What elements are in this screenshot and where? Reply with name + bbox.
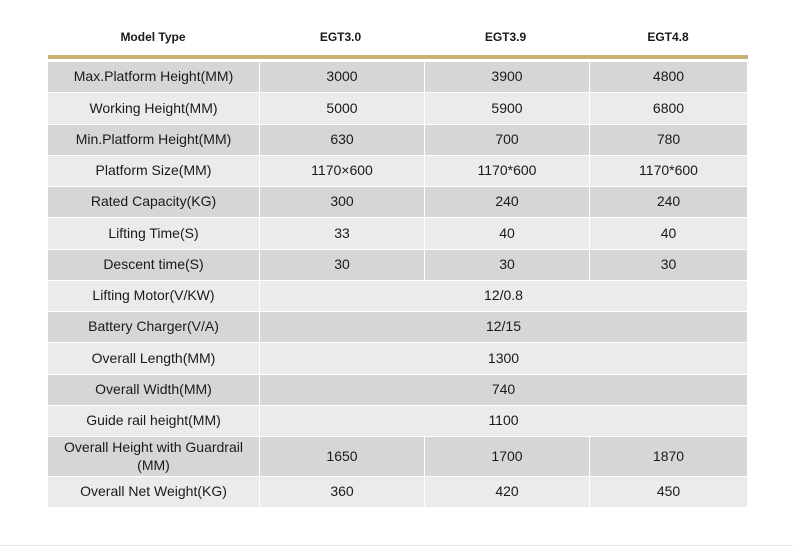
value-egt39: 240	[425, 187, 590, 218]
row-label: Rated Capacity(KG)	[48, 187, 260, 218]
value-egt39: 3900	[425, 62, 590, 93]
row-label: Guide rail height(MM)	[48, 406, 260, 437]
value-egt48: 1170*600	[590, 156, 748, 187]
table-row	[48, 343, 748, 374]
row-label: Overall Width(MM)	[48, 375, 260, 406]
table-row	[48, 125, 748, 156]
value-egt30: 300	[260, 187, 425, 218]
row-label: Overall Height with Guardrail (MM)	[48, 437, 260, 477]
value-egt48: 780	[590, 125, 748, 156]
header-egt39: EGT3.9	[484, 30, 527, 44]
value-shared: 12/0.8	[260, 281, 748, 312]
spec-sheet	[48, 20, 748, 508]
value-egt39: 40	[425, 218, 590, 249]
table-row	[48, 406, 748, 437]
row-label: Overall Length(MM)	[48, 343, 260, 374]
value-egt48: 30	[590, 250, 748, 281]
table-row	[48, 156, 748, 187]
table-row	[48, 437, 748, 477]
table-row	[48, 218, 748, 249]
value-egt48: 450	[590, 477, 748, 508]
value-egt30: 360	[260, 477, 425, 508]
table-row	[48, 93, 748, 124]
value-egt30: 30	[260, 250, 425, 281]
header-egt48: EGT4.8	[647, 30, 689, 44]
value-egt30: 33	[260, 218, 425, 249]
value-egt39: 700	[425, 125, 590, 156]
row-label: Working Height(MM)	[48, 93, 260, 124]
row-label: Lifting Time(S)	[48, 218, 260, 249]
value-shared: 740	[260, 375, 748, 406]
row-label: Overall Net Weight(KG)	[48, 477, 260, 508]
value-egt39: 420	[425, 477, 590, 508]
table-row	[48, 187, 748, 218]
value-shared: 12/15	[260, 312, 748, 343]
page-bottom-divider	[0, 545, 793, 546]
value-egt30: 3000	[260, 62, 425, 93]
row-label: Lifting Motor(V/KW)	[48, 281, 260, 312]
value-egt39: 1170*600	[425, 156, 590, 187]
header-model-type: Model Type	[120, 30, 186, 44]
value-egt39: 5900	[425, 93, 590, 124]
value-egt30: 1170×600	[260, 156, 425, 187]
value-egt30: 1650	[260, 437, 425, 477]
row-label: Min.Platform Height(MM)	[48, 125, 260, 156]
value-egt30: 5000	[260, 93, 425, 124]
table-header	[48, 20, 748, 54]
row-label: Descent time(S)	[48, 250, 260, 281]
value-egt48: 6800	[590, 93, 748, 124]
value-shared: 1100	[260, 406, 748, 437]
value-egt48: 4800	[590, 62, 748, 93]
table-row	[48, 250, 748, 281]
value-egt48: 1870	[590, 437, 748, 477]
header-divider	[48, 55, 748, 59]
row-label: Battery Charger(V/A)	[48, 312, 260, 343]
value-egt30: 630	[260, 125, 425, 156]
table-row	[48, 62, 748, 93]
row-label: Platform Size(MM)	[48, 156, 260, 187]
value-egt48: 240	[590, 187, 748, 218]
value-egt39: 1700	[425, 437, 590, 477]
value-egt48: 40	[590, 218, 748, 249]
table-row	[48, 281, 748, 312]
table-row	[48, 312, 748, 343]
table-row	[48, 375, 748, 406]
header-egt30: EGT3.0	[319, 30, 362, 44]
row-label: Max.Platform Height(MM)	[48, 62, 260, 93]
value-shared: 1300	[260, 343, 748, 374]
table-row	[48, 477, 748, 508]
spec-table	[48, 62, 748, 508]
value-egt39: 30	[425, 250, 590, 281]
